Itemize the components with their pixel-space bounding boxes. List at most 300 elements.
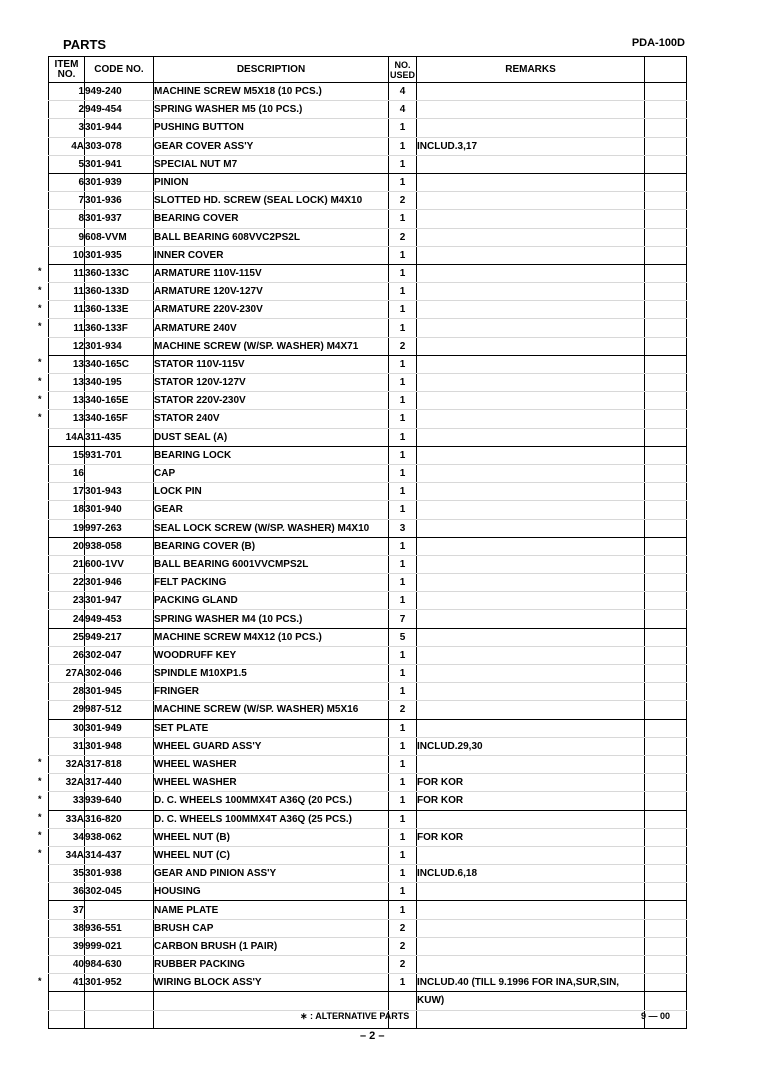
alternative-part-marker: * bbox=[38, 393, 42, 404]
revision-date: 9 — 00 bbox=[641, 1011, 671, 1021]
table-row bbox=[49, 228, 687, 246]
extra-cell bbox=[645, 464, 687, 482]
item-no-cell: 8 bbox=[49, 210, 85, 228]
description-cell: ARMATURE 120V-127V bbox=[154, 283, 389, 301]
no-used-cell: 1 bbox=[389, 846, 417, 864]
extra-cell bbox=[645, 592, 687, 610]
extra-cell bbox=[645, 810, 687, 828]
alternative-part-marker: * bbox=[38, 757, 42, 768]
remarks-cell bbox=[417, 1010, 645, 1028]
description-cell: BALL BEARING 6001VVCMPS2L bbox=[154, 555, 389, 573]
table-row bbox=[49, 192, 687, 210]
remarks-cell bbox=[417, 937, 645, 955]
extra-cell bbox=[645, 337, 687, 355]
item-no-cell: 38 bbox=[49, 919, 85, 937]
remarks-cell bbox=[417, 592, 645, 610]
description-cell: WHEEL WASHER bbox=[154, 755, 389, 773]
item-no-cell: 5 bbox=[49, 155, 85, 173]
remarks-cell bbox=[417, 537, 645, 555]
no-used-cell: 1 bbox=[389, 501, 417, 519]
item-no-cell: 34 bbox=[49, 828, 85, 846]
description-cell: BEARING LOCK bbox=[154, 446, 389, 464]
table-row bbox=[49, 137, 687, 155]
extra-cell bbox=[645, 555, 687, 573]
item-no-cell: 32A bbox=[49, 774, 85, 792]
extra-cell bbox=[645, 319, 687, 337]
extra-cell bbox=[645, 755, 687, 773]
code-no-cell: 949-217 bbox=[85, 628, 154, 646]
table-row bbox=[49, 792, 687, 810]
extra-cell bbox=[645, 992, 687, 1010]
item-no-cell: 30 bbox=[49, 719, 85, 737]
extra-cell bbox=[645, 792, 687, 810]
no-used-cell: 1 bbox=[389, 264, 417, 282]
no-used-cell: 1 bbox=[389, 246, 417, 264]
remarks-cell: KUW) bbox=[417, 992, 645, 1010]
remarks-cell bbox=[417, 519, 645, 537]
no-used-cell: 1 bbox=[389, 592, 417, 610]
table-row bbox=[49, 737, 687, 755]
no-used-cell: 2 bbox=[389, 228, 417, 246]
table-row bbox=[49, 319, 687, 337]
code-no-cell: 303-078 bbox=[85, 137, 154, 155]
no-used-cell: 1 bbox=[389, 683, 417, 701]
item-no-cell bbox=[49, 992, 85, 1010]
extra-cell bbox=[645, 192, 687, 210]
description-cell: GEAR bbox=[154, 501, 389, 519]
table-row bbox=[49, 392, 687, 410]
remarks-cell bbox=[417, 901, 645, 919]
description-cell: BEARING COVER (B) bbox=[154, 537, 389, 555]
no-used-cell: 1 bbox=[389, 210, 417, 228]
extra-cell bbox=[645, 919, 687, 937]
description-cell: FELT PACKING bbox=[154, 574, 389, 592]
description-cell: MACHINE SCREW M4X12 (10 PCS.) bbox=[154, 628, 389, 646]
description-cell: MACHINE SCREW M5X18 (10 PCS.) bbox=[154, 83, 389, 101]
extra-cell bbox=[645, 719, 687, 737]
table-header-row bbox=[49, 57, 687, 83]
remarks-cell bbox=[417, 410, 645, 428]
no-used-cell: 3 bbox=[389, 519, 417, 537]
extra-cell bbox=[645, 665, 687, 683]
code-no-cell: 340-165F bbox=[85, 410, 154, 428]
remarks-cell bbox=[417, 956, 645, 974]
extra-cell bbox=[645, 537, 687, 555]
remarks-cell: INCLUD.3,17 bbox=[417, 137, 645, 155]
item-no-cell: 17 bbox=[49, 483, 85, 501]
extra-cell bbox=[645, 701, 687, 719]
item-no-cell: 11 bbox=[49, 283, 85, 301]
extra-cell bbox=[645, 228, 687, 246]
no-used-cell: 1 bbox=[389, 283, 417, 301]
code-no-cell: 302-047 bbox=[85, 646, 154, 664]
item-no-cell: 40 bbox=[49, 956, 85, 974]
extra-cell bbox=[645, 737, 687, 755]
table-row bbox=[49, 355, 687, 373]
code-no-cell: 949-454 bbox=[85, 101, 154, 119]
no-used-cell: 5 bbox=[389, 628, 417, 646]
item-no-cell: 13 bbox=[49, 392, 85, 410]
code-no-cell: 340-195 bbox=[85, 374, 154, 392]
remarks-cell bbox=[417, 464, 645, 482]
code-no-cell: 949-240 bbox=[85, 83, 154, 101]
remarks-cell bbox=[417, 83, 645, 101]
item-no-cell: 36 bbox=[49, 883, 85, 901]
extra-cell bbox=[645, 446, 687, 464]
extra-cell bbox=[645, 683, 687, 701]
code-no-cell: 301-952 bbox=[85, 974, 154, 992]
alternative-part-marker: * bbox=[38, 775, 42, 786]
table-row bbox=[49, 574, 687, 592]
item-no-cell: 26 bbox=[49, 646, 85, 664]
code-no-cell: 301-946 bbox=[85, 574, 154, 592]
extra-cell bbox=[645, 155, 687, 173]
table-row bbox=[49, 428, 687, 446]
remarks-cell bbox=[417, 173, 645, 191]
extra-cell bbox=[645, 83, 687, 101]
no-used-cell: 1 bbox=[389, 428, 417, 446]
remarks-cell bbox=[417, 501, 645, 519]
extra-cell bbox=[645, 283, 687, 301]
code-no-header: CODE NO. bbox=[85, 57, 154, 83]
code-no-cell: 936-551 bbox=[85, 919, 154, 937]
alternative-part-marker: * bbox=[38, 793, 42, 804]
table-row bbox=[49, 173, 687, 191]
extra-cell bbox=[645, 355, 687, 373]
extra-cell bbox=[645, 501, 687, 519]
no-used-cell: 1 bbox=[389, 574, 417, 592]
remarks-cell bbox=[417, 319, 645, 337]
table-row bbox=[49, 246, 687, 264]
code-no-cell: 301-941 bbox=[85, 155, 154, 173]
description-cell: CAP bbox=[154, 464, 389, 482]
table-row bbox=[49, 883, 687, 901]
table-row bbox=[49, 992, 687, 1010]
remarks-cell bbox=[417, 755, 645, 773]
remarks-cell bbox=[417, 283, 645, 301]
code-no-cell: 600-1VV bbox=[85, 555, 154, 573]
item-no-cell: 23 bbox=[49, 592, 85, 610]
remarks-cell: INCLUD.40 (TILL 9.1996 FOR INA,SUR,SIN, bbox=[417, 974, 645, 992]
extra-cell bbox=[645, 519, 687, 537]
code-no-cell: 301-947 bbox=[85, 592, 154, 610]
alternative-part-marker: * bbox=[38, 302, 42, 313]
code-no-cell: 608-VVM bbox=[85, 228, 154, 246]
table-row bbox=[49, 374, 687, 392]
code-no-cell: 301-948 bbox=[85, 737, 154, 755]
extra-cell bbox=[645, 428, 687, 446]
code-no-cell bbox=[85, 901, 154, 919]
no-used-cell: 1 bbox=[389, 792, 417, 810]
no-used-cell: 1 bbox=[389, 555, 417, 573]
remarks-cell bbox=[417, 446, 645, 464]
description-cell: PUSHING BUTTON bbox=[154, 119, 389, 137]
no-used-cell: 1 bbox=[389, 319, 417, 337]
description-cell: RUBBER PACKING bbox=[154, 956, 389, 974]
code-no-cell: 984-630 bbox=[85, 956, 154, 974]
description-cell: WHEEL GUARD ASS'Y bbox=[154, 737, 389, 755]
item-no-cell: 28 bbox=[49, 683, 85, 701]
no-used-cell: 1 bbox=[389, 810, 417, 828]
description-cell: WOODRUFF KEY bbox=[154, 646, 389, 664]
table-row bbox=[49, 592, 687, 610]
code-no-cell: 316-820 bbox=[85, 810, 154, 828]
remarks-cell bbox=[417, 701, 645, 719]
alternative-part-marker: * bbox=[38, 357, 42, 368]
description-cell: PACKING GLAND bbox=[154, 592, 389, 610]
description-cell: FRINGER bbox=[154, 683, 389, 701]
no-used-cell: 2 bbox=[389, 701, 417, 719]
alternative-part-marker: * bbox=[38, 320, 42, 331]
code-no-cell: 302-046 bbox=[85, 665, 154, 683]
code-no-cell: 301-943 bbox=[85, 483, 154, 501]
table-row bbox=[49, 301, 687, 319]
description-cell: STATOR 240V bbox=[154, 410, 389, 428]
no-used-cell: 1 bbox=[389, 665, 417, 683]
extra-cell bbox=[645, 956, 687, 974]
table-row bbox=[49, 483, 687, 501]
remarks-cell bbox=[417, 810, 645, 828]
code-no-cell: 311-435 bbox=[85, 428, 154, 446]
description-cell: SPECIAL NUT M7 bbox=[154, 155, 389, 173]
code-no-cell: 987-512 bbox=[85, 701, 154, 719]
item-no-cell: 32A bbox=[49, 755, 85, 773]
item-no-cell: 31 bbox=[49, 737, 85, 755]
table-row bbox=[49, 519, 687, 537]
table-row bbox=[49, 956, 687, 974]
extra-cell bbox=[645, 119, 687, 137]
description-cell: STATOR 120V-127V bbox=[154, 374, 389, 392]
remarks-cell bbox=[417, 119, 645, 137]
table-row bbox=[49, 537, 687, 555]
extra-cell bbox=[645, 828, 687, 846]
no-used-cell: 1 bbox=[389, 374, 417, 392]
description-cell: NAME PLATE bbox=[154, 901, 389, 919]
description-cell: WHEEL WASHER bbox=[154, 774, 389, 792]
extra-header bbox=[645, 57, 687, 83]
code-no-cell bbox=[85, 1010, 154, 1028]
remarks-cell bbox=[417, 301, 645, 319]
no-used-cell: 7 bbox=[389, 610, 417, 628]
description-cell: BRUSH CAP bbox=[154, 919, 389, 937]
description-cell: SPRING WASHER M5 (10 PCS.) bbox=[154, 101, 389, 119]
remarks-cell bbox=[417, 665, 645, 683]
code-no-cell: 340-165C bbox=[85, 355, 154, 373]
code-no-cell: 314-437 bbox=[85, 846, 154, 864]
table-row bbox=[49, 901, 687, 919]
table-row bbox=[49, 610, 687, 628]
table-row bbox=[49, 446, 687, 464]
no-used-cell: 1 bbox=[389, 774, 417, 792]
description-cell bbox=[154, 992, 389, 1010]
alternative-part-marker: * bbox=[38, 975, 42, 986]
code-no-cell: 939-640 bbox=[85, 792, 154, 810]
remarks-cell bbox=[417, 683, 645, 701]
remarks-cell bbox=[417, 646, 645, 664]
no-used-cell: 2 bbox=[389, 192, 417, 210]
extra-cell bbox=[645, 974, 687, 992]
code-no-cell: 317-440 bbox=[85, 774, 154, 792]
alternative-part-marker: * bbox=[38, 284, 42, 295]
code-no-cell: 360-133C bbox=[85, 264, 154, 282]
table-row bbox=[49, 628, 687, 646]
description-cell: WIRING BLOCK ASS'Y bbox=[154, 974, 389, 992]
item-no-cell: 14A bbox=[49, 428, 85, 446]
item-no-cell: 3 bbox=[49, 119, 85, 137]
code-no-cell: 931-701 bbox=[85, 446, 154, 464]
code-no-cell: 360-133F bbox=[85, 319, 154, 337]
remarks-cell bbox=[417, 719, 645, 737]
no-used-cell: 1 bbox=[389, 137, 417, 155]
remarks-cell bbox=[417, 883, 645, 901]
no-used-cell: 1 bbox=[389, 119, 417, 137]
description-cell: GEAR AND PINION ASS'Y bbox=[154, 865, 389, 883]
remarks-cell bbox=[417, 192, 645, 210]
code-no-cell: 301-949 bbox=[85, 719, 154, 737]
code-no-cell: 938-062 bbox=[85, 828, 154, 846]
code-no-cell: 301-934 bbox=[85, 337, 154, 355]
remarks-cell: INCLUD.6,18 bbox=[417, 865, 645, 883]
alternative-part-marker: * bbox=[38, 266, 42, 277]
item-no-cell: 19 bbox=[49, 519, 85, 537]
description-cell: STATOR 220V-230V bbox=[154, 392, 389, 410]
table-row bbox=[49, 683, 687, 701]
description-cell: BALL BEARING 608VVC2PS2L bbox=[154, 228, 389, 246]
description-cell: MACHINE SCREW (W/SP. WASHER) M4X71 bbox=[154, 337, 389, 355]
extra-cell bbox=[645, 574, 687, 592]
item-no-cell bbox=[49, 1010, 85, 1028]
extra-cell bbox=[645, 210, 687, 228]
table-row bbox=[49, 337, 687, 355]
code-no-cell: 301-936 bbox=[85, 192, 154, 210]
code-no-cell: 301-945 bbox=[85, 683, 154, 701]
item-no-cell: 1 bbox=[49, 83, 85, 101]
description-cell: INNER COVER bbox=[154, 246, 389, 264]
code-no-cell: 301-940 bbox=[85, 501, 154, 519]
description-cell: SEAL LOCK SCREW (W/SP. WASHER) M4X10 bbox=[154, 519, 389, 537]
table-row bbox=[49, 665, 687, 683]
table-row bbox=[49, 774, 687, 792]
no-used-cell: 2 bbox=[389, 956, 417, 974]
extra-cell bbox=[645, 774, 687, 792]
extra-cell bbox=[645, 374, 687, 392]
description-cell: CARBON BRUSH (1 PAIR) bbox=[154, 937, 389, 955]
code-no-cell: 301-938 bbox=[85, 865, 154, 883]
item-no-cell: 15 bbox=[49, 446, 85, 464]
description-cell: STATOR 110V-115V bbox=[154, 355, 389, 373]
no-used-cell: 1 bbox=[389, 446, 417, 464]
no-used-cell: 1 bbox=[389, 410, 417, 428]
code-no-cell: 301-939 bbox=[85, 173, 154, 191]
item-no-cell: 25 bbox=[49, 628, 85, 646]
description-cell: MACHINE SCREW (W/SP. WASHER) M5X16 bbox=[154, 701, 389, 719]
no-used-cell: 2 bbox=[389, 937, 417, 955]
remarks-cell bbox=[417, 846, 645, 864]
extra-cell bbox=[645, 610, 687, 628]
description-cell: SPRING WASHER M4 (10 PCS.) bbox=[154, 610, 389, 628]
item-no-cell: 22 bbox=[49, 574, 85, 592]
no-used-cell: 1 bbox=[389, 646, 417, 664]
no-used-cell: 4 bbox=[389, 101, 417, 119]
description-cell: SPINDLE M10XP1.5 bbox=[154, 665, 389, 683]
table-row bbox=[49, 810, 687, 828]
no-used-header: NO. USED bbox=[389, 57, 417, 83]
remarks-cell bbox=[417, 483, 645, 501]
no-used-cell: 1 bbox=[389, 392, 417, 410]
no-used-cell: 2 bbox=[389, 337, 417, 355]
code-no-cell: 317-818 bbox=[85, 755, 154, 773]
no-used-cell: 1 bbox=[389, 883, 417, 901]
extra-cell bbox=[645, 173, 687, 191]
extra-cell bbox=[645, 264, 687, 282]
extra-cell bbox=[645, 101, 687, 119]
description-cell: PINION bbox=[154, 173, 389, 191]
remarks-cell bbox=[417, 374, 645, 392]
item-no-cell: 33A bbox=[49, 810, 85, 828]
item-no-cell: 6 bbox=[49, 173, 85, 191]
item-no-cell: 37 bbox=[49, 901, 85, 919]
extra-cell bbox=[645, 410, 687, 428]
no-used-cell: 1 bbox=[389, 355, 417, 373]
table-row bbox=[49, 937, 687, 955]
item-no-cell: 11 bbox=[49, 264, 85, 282]
no-used-cell: 1 bbox=[389, 974, 417, 992]
item-no-cell: 2 bbox=[49, 101, 85, 119]
description-cell: SET PLATE bbox=[154, 719, 389, 737]
code-no-cell: 301-935 bbox=[85, 246, 154, 264]
item-no-cell: 41 bbox=[49, 974, 85, 992]
remarks-cell bbox=[417, 210, 645, 228]
description-cell: WHEEL NUT (C) bbox=[154, 846, 389, 864]
table-row bbox=[49, 719, 687, 737]
no-used-cell: 1 bbox=[389, 301, 417, 319]
no-used-cell: 1 bbox=[389, 464, 417, 482]
remarks-cell: FOR KOR bbox=[417, 774, 645, 792]
no-used-cell: 1 bbox=[389, 737, 417, 755]
description-cell: ARMATURE 240V bbox=[154, 319, 389, 337]
alternative-parts-note: ∗ : ALTERNATIVE PARTS bbox=[300, 1011, 410, 1021]
table-row bbox=[49, 646, 687, 664]
no-used-cell: 1 bbox=[389, 755, 417, 773]
item-no-cell: 11 bbox=[49, 319, 85, 337]
alternative-part-marker: * bbox=[38, 848, 42, 859]
item-no-cell: 13 bbox=[49, 355, 85, 373]
extra-cell bbox=[645, 301, 687, 319]
extra-cell bbox=[645, 483, 687, 501]
remarks-cell: FOR KOR bbox=[417, 792, 645, 810]
item-no-cell: 35 bbox=[49, 865, 85, 883]
remarks-cell bbox=[417, 428, 645, 446]
remarks-cell: FOR KOR bbox=[417, 828, 645, 846]
no-used-cell bbox=[389, 992, 417, 1010]
item-no-cell: 7 bbox=[49, 192, 85, 210]
remarks-cell bbox=[417, 574, 645, 592]
table-row bbox=[49, 155, 687, 173]
table-row bbox=[49, 919, 687, 937]
table-row bbox=[49, 865, 687, 883]
description-cell: HOUSING bbox=[154, 883, 389, 901]
code-no-cell bbox=[85, 464, 154, 482]
table-row bbox=[49, 501, 687, 519]
alternative-part-marker: * bbox=[38, 812, 42, 822]
table-row bbox=[49, 410, 687, 428]
code-no-cell bbox=[85, 992, 154, 1010]
item-no-cell: 13 bbox=[49, 374, 85, 392]
description-cell: ARMATURE 220V-230V bbox=[154, 301, 389, 319]
item-no-cell: 18 bbox=[49, 501, 85, 519]
extra-cell bbox=[645, 901, 687, 919]
code-no-cell: 949-453 bbox=[85, 610, 154, 628]
